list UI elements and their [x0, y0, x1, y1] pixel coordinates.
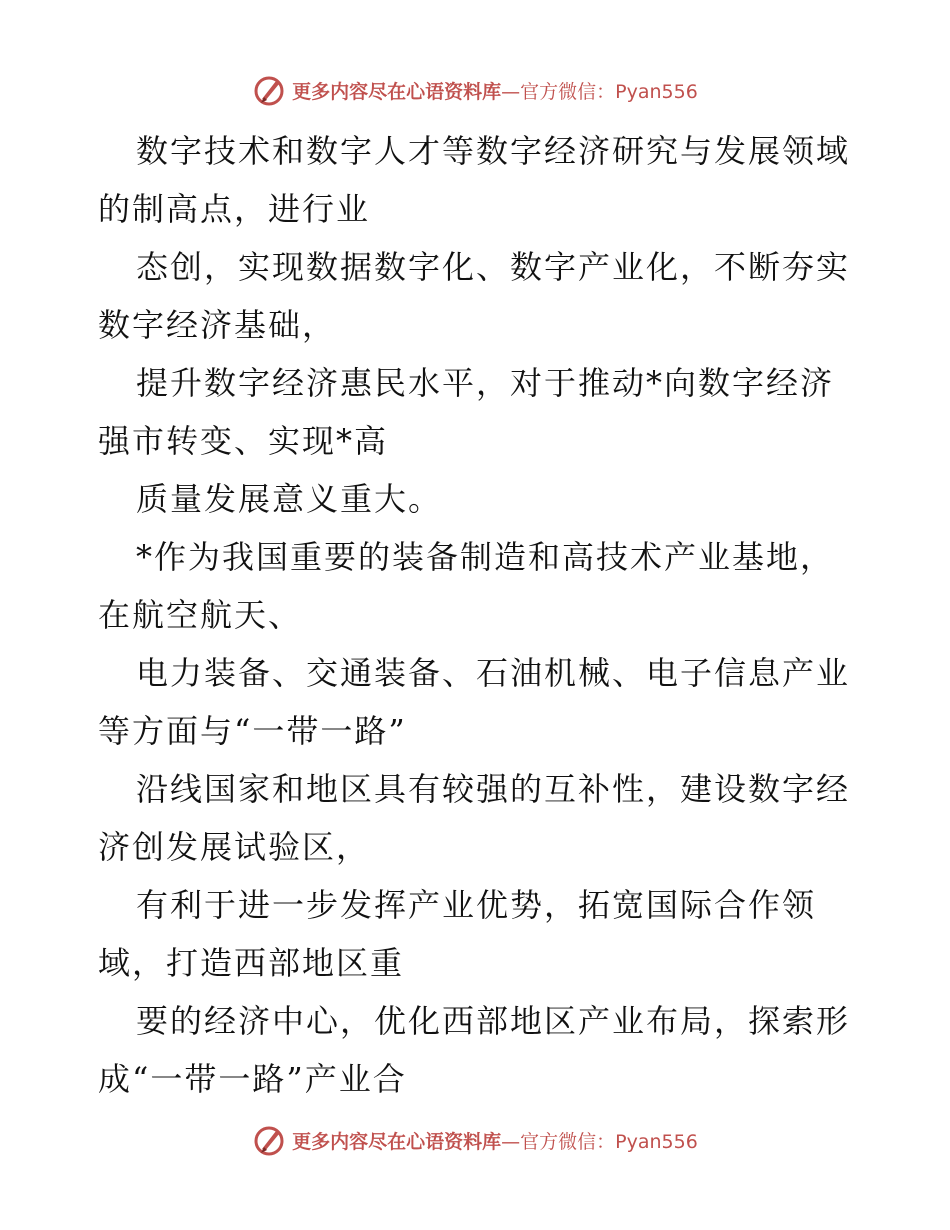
banner-wechat-text: 官方微信：Pyan556 [520, 1130, 698, 1153]
footer-banner [0, 1120, 950, 1160]
paragraph: 要的经济中心，优化西部地区产业布局，探索形成“一带一路”产业合 [98, 1002, 851, 1098]
banner-separator: — [501, 1130, 521, 1153]
banner-main-text: 更多内容尽在心语资料库 [292, 80, 502, 103]
paragraph: 质量发展意义重大。 [136, 480, 443, 518]
banner-separator: — [501, 80, 521, 103]
paragraph: *作为我国重要的装备制造和高技术产业基地，在航空航天、 [98, 538, 835, 634]
paragraph: 数字技术和数字人才等数字经济研究与发展领域的制高点，进行业 [98, 132, 851, 228]
banner-text [292, 77, 698, 104]
paragraph: 电力装备、交通装备、石油机械、电子信息产业等方面与“一带一路” [98, 654, 851, 750]
banner-text [292, 1127, 698, 1154]
document-body [98, 122, 858, 1108]
feather-pen-icon [252, 73, 286, 107]
feather-pen-icon [252, 1123, 286, 1157]
paragraph: 态创，实现数据数字化、数字产业化，不断夯实数字经济基础， [98, 248, 851, 344]
paragraph: 提升数字经济惠民水平，对于推动*向数字经济强市转变、实现*高 [98, 364, 835, 460]
banner-main-text: 更多内容尽在心语资料库 [292, 1130, 502, 1153]
paragraph: 沿线国家和地区具有较强的互补性，建设数字经济创发展试验区， [98, 770, 851, 866]
header-banner [0, 70, 950, 110]
banner-wechat-text: 官方微信：Pyan556 [520, 80, 698, 103]
paragraph: 有利于进一步发挥产业优势，拓宽国际合作领域，打造西部地区重 [98, 886, 817, 982]
